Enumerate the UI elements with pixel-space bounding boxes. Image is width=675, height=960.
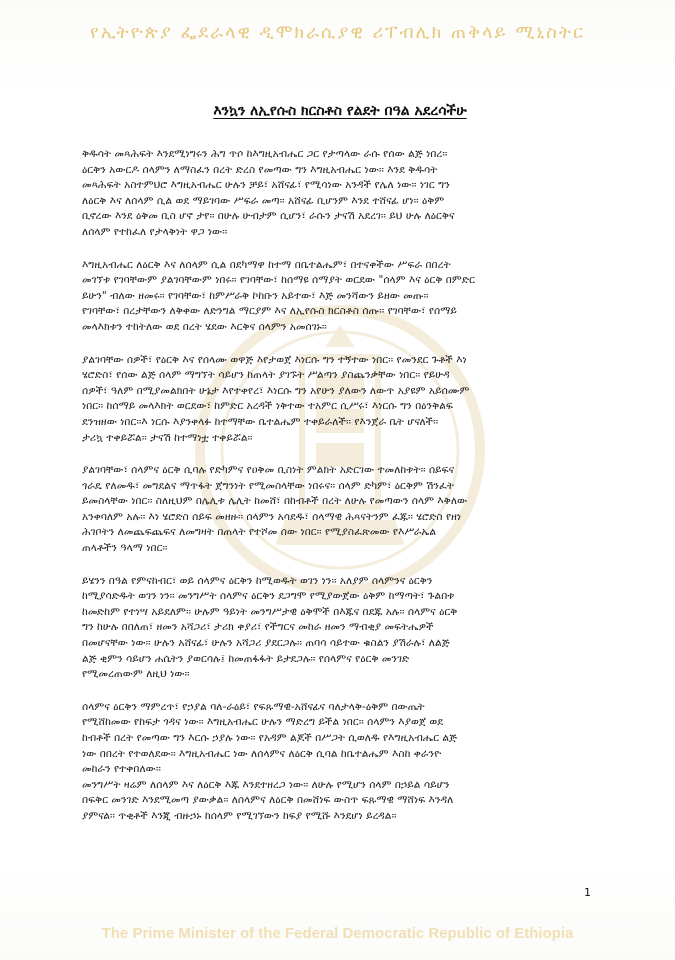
paragraph: ቅዱሳት መጻሕፍት እንደሚነግሩን ሕግ ጥሶ ከእግዚአብሔር ጋር የታጣላው ራሱ የሰው ልጅ ነበረ፡፡ ዕርቅን አውርዶ ሰላምን ለማስፈን በረት ድረስ የመጣው ግን እግዚአብሔር ነው፡፡ እንደ ቅዱሳት መጻሕፍት አስተምህሮ እግዚአብሔር ሁሉን ቻይ፣ አሸናፊ፣ የሚሳነው አንዳች የሌለ ነው፡፡ ነገር ግን ለዕርቅ እና ለሰላም ሲል ወደ ማይገባው ሥፍራ መጣ፡፡ አሸናፊ ቢሆንም እንደ ተሸናፊ ሆነ፡፡ ዕቅም ቢኖረው እንደ ዕቅመ ቢስ ሆኖ ታየ፡፡ በሁሉ ሁብታም ሲሆን፣ ራሱን ታናሽ አደረገ፡፡ ይህ ሁሉ ለዕርቅና ለሰላም የተከፈለ የታላቅነት ዋጋ ነው፡፡ — [82, 148, 455, 238]
letterhead-footer: The Prime Minister of the Federal Democratic Republic of Ethiopia — [101, 925, 574, 942]
paragraph: ያልገባቸው ሰዎች፣ የዕርቅ እና የሰላሙ ወዋጅ እየታወጀ እነርሱ ግን ተኝተው ነበር፡፡ የመንደር ጉቶች እነ ሄሮድስ፣ የሰው ልጅ ሰላም ማግኘት ሳይሆን ከጠላት ያገኙት ሥልጣን ያስጨንቃቸው ነበር፡፡ የይሁዳ ሰዎች፣ ዓለም በሚያመልክበት ሁኔታ እየተቀየረ፣ እነርሱ ግን አየሁን ያለውን ለውጥ አያዩም አይሰሙም ነበር፡፡ ከሰማይ መላእክት ወርደው፣ ከምድር አረዳች ነቅተው ተአምር ሲሥሩ፣ እነርሱ ግን በዕንቅልፍ ደንዝዘው ነበር፡፡እ ነርሱ እያንቀላፉ ከተማቸው ቤተልሔም ተቀይራለች፡፡ የእንጀራ ቤት ሆናለች፡፡ ታሪኳ ተቀይሯል፡፡ ታናሽ ከተማነቷ ተቀይሯል፡፡ — [82, 353, 470, 444]
letter-body — [82, 147, 592, 842]
paragraph: መንግሥት ዛሬም ለሰላም እና ለዕርቅ እጁ እንደተዘረጋ ነው፡፡ ለሁሉ የሚሆን ሰላም በኃይል ሳይሆን በፍቅር መንገድ እንደሚመጣ ያውቃል፡፡ ለሰላምና ለዕርቅ በመሸነፍ ውስጥ ፍጹማዊ ማሸነፍ እንዳለ ያምናል፡፡ ጥቂቶች እንጂ ብዙኃኑ ከሰላም የሚገኘውን ከፍያ የሚሹ እንደሆነ ይረዳል፡፡ — [82, 778, 454, 822]
paragraph: እግዚአብሔር ለዕርቅ እና ለሰላም ሲል በደካማዋ ከተማ በቤተልሔም፣ በተናቀችው ሥፍራ በበረት መገኘቱ የገባቸውም ያልገባቸውም ነበሩ፡፡ የገባቸው፣ ከሰማዩ ሰማያት ወርደው "ሰላም እና ዕርቅ በምድር ይሁን" ብለው ዘመሩ፡፡ የገባቸው፣ ከምሥራቅ ኮከቡን አይተው፣ እጅ መንሻውን ይዘው መጡ፡፡ የገባቸው፣ በረታቸውን ለቅቀው ለድንግል ማርያም እና ለኢየሱስ ክርስቶስ ሰጡ፡፡ የገባቸው፣ የሰማይ መላእክቱን ተከትለው ወደ በረት ሄደው እርቅና ሰላምን አመሰገኑ፡፡ — [82, 258, 475, 333]
paragraph: ይሄንን በዓል የምናከብር፣ ወይ ሰላምና ዕርቅን ከሚወዱት ወገን ነን፡፡ አለያም ሰላምንና ዕርቅን ከሚያሳድዱት ወገን ነን፡፡ መንግሥት ሰላምና ዕርቅን ደጋግሞ የሚያውጀው ዕቅም ከማጣት፣ ጉልበቱ ከመድከም የተነሣ አይደለም፡፡ ሁሉም ዓይነት መንግሥታዊ ዕቅሞች በእጁና በደጁ አሉ፡፡ ሰላምና ዕርቅ ግን ከሁሉ በበለጠ፣ ዘመን አሻጋሪ፣ ታሪክ ቀያሪ፣ የችግርና መከራ ዘመን ማብቂያ መፍትሔዎች በመሆናቸው ነው፡፡ ሁሉን አሸናፊ፣ ሁሉን አሻጋሪ ያደርጋሉ፡፡ ጠባሳ ሳይተው ቁስልን ያሽራሉ፣ ለልጅ ልጅ ቂምን ሳይሆን ሐሴትን ያወርሳሉ፤ ከመጠፋፋት ይታደጋሉ፡፡ የሰላምና የዕርቅ መንገድ የሚመረጠውም ለዚህ ነው፡፡ — [82, 574, 458, 681]
page-number: 1 — [584, 886, 591, 899]
letterhead-title: የኢትዮጵያ ፌደራላዊ ዲሞክራሲያዊ ሪፐብሊክ ጠቅላይ ሚኒስትር — [90, 22, 585, 43]
document-title: እንኳን ለኢየሱስ ክርስቶስ የልደት በዓል አደረሳችሁ — [213, 103, 467, 119]
paragraph: ሰላምና ዕርቅን ማምረጥ፣ የኃያል ባለ-ራዕይ፣ የፍጹማዊ-አሸናፊና ባለታላቅ-ዕቅም በውጤት የሚሸከመው የከፍታ ጎዳና ነው፡፡ እግዚአብሔር ሁሉን ማድረግ ይችል ነበር፡፡ ሰላምን እያወጀ ወደ ከብቶች በረት የመጣው ግን እርሱ ኃያሉ ነው፡፡ የአዳም ልጆች በሥጋት ሲወለዱ የእግዚአብሔር ልጅ ነው በበረት የተወለደው፡፡ እግዚአብሔር ነው ለሰላምና ለዕርቅ ሲባል ከቤተልሔም እስከ ቀራንዮ መከራን የተቀበለው፡፡ — [82, 700, 458, 776]
paragraph: ያልገባቸው፣ ሰላምና ዕርቅ ሲባሉ የድካምና የዐቅመ ቢስነት ምልክት አድርገው ተመለከቱት፡፡ ሰይፍና ጎራዴ የለመዱ፣ መግደልና ማጥፋት ጀግንነት የሚመስላቸው ነበሩና፡፡ ሰላም ድካም፣ ዕርቅም ሽንፈት ይመስላቸው ነበር፡፡ ስለዚህም በሌሊቱ ሌሊት ከመሸ፣ በከብቶች በረት ለሁሉ የመጣውን ሰላም እቅለው አንቀባለም አሉ፡፡ እነ ሄሮድስ ሰይፍ መዘዙ፡፡ ሰላምን አሳደዱ፣ ሰላማዊ ሕጻናትንም ፈጁ፡፡ ሄሮድስ የዘነ ሕገቦትን ለመጨፍጨፍና ለመግዛት በጠላት የተሾመ ሰው ነበር፡፡ የሚያስፈጽመው የእሥራኤል ጠላቶችን ዓላማ ነበር፡፡ — [82, 464, 468, 555]
